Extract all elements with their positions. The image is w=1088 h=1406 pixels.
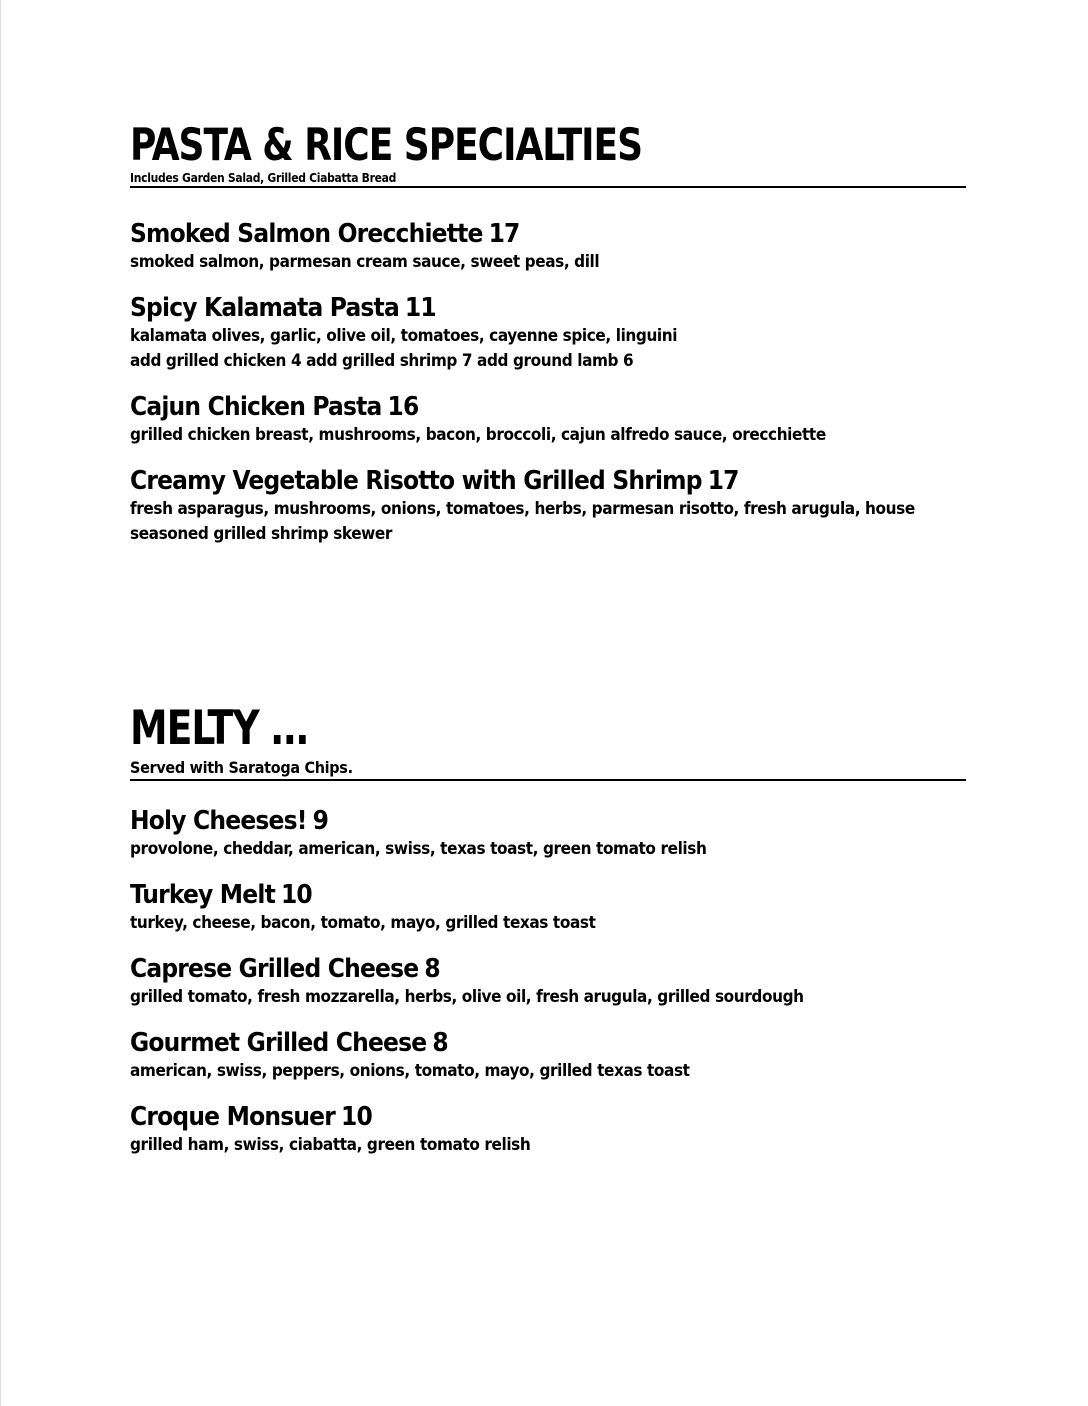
menu-item	[130, 805, 966, 862]
section-divider	[130, 779, 966, 781]
menu-item-price: 8	[432, 1028, 448, 1058]
menu-item-name: Spicy Kalamata Pasta	[130, 293, 399, 323]
menu-item-price: 10	[341, 1102, 372, 1132]
menu-item-name: Smoked Salmon Orecchiette	[130, 219, 483, 249]
menu-item-title	[130, 218, 966, 250]
menu-item-title	[130, 465, 966, 497]
menu-item-list	[130, 218, 966, 547]
menu-item	[130, 218, 966, 275]
menu-item-price: 9	[312, 806, 329, 836]
menu-item-description: fresh asparagus, mushrooms, onions, tomatoes, herbs, parmesan risotto, fresh arugula, house seasoned grilled shrimp skewer	[130, 499, 915, 544]
menu-item	[130, 465, 966, 547]
menu-item-title	[130, 292, 966, 324]
menu-item	[130, 1101, 966, 1158]
menu-item-addons: add grilled chicken 4 add grilled shrimp 7 add ground lamb 6	[130, 351, 634, 371]
section-title: PASTA & RICE SPECIALTIES	[130, 119, 643, 172]
pasta-section	[130, 119, 966, 564]
menu-item-name: Holy Cheeses!	[130, 806, 307, 836]
menu-item-description: turkey, cheese, bacon, tomato, mayo, grilled texas toast	[130, 913, 596, 933]
menu-item-list	[130, 805, 966, 1158]
menu-item-price: 11	[404, 293, 436, 323]
menu-item	[130, 292, 966, 374]
menu-item-title	[130, 805, 966, 837]
menu-item-price: 17	[488, 219, 520, 249]
menu-item-title	[130, 953, 966, 985]
melty-section	[130, 700, 966, 1175]
menu-item-title	[130, 391, 966, 423]
page-edge	[0, 0, 1, 1406]
menu-item	[130, 391, 966, 448]
menu-item-description: grilled chicken breast, mushrooms, bacon, broccoli, cajun alfredo sauce, orecchiette	[130, 425, 826, 445]
menu-item-name: Gourmet Grilled Cheese	[130, 1028, 427, 1058]
section-subtitle: Includes Garden Salad, Grilled Ciabatta Bread	[130, 171, 397, 185]
menu-item	[130, 879, 966, 936]
menu-item-price: 17	[707, 466, 739, 496]
menu-item-title	[130, 1101, 966, 1133]
menu-item-name: Croque Monsuer	[130, 1102, 335, 1132]
section-divider	[130, 186, 966, 188]
menu-item-description: kalamata olives, garlic, olive oil, tomatoes, cayenne spice, linguini	[130, 326, 678, 346]
menu-item-title	[130, 879, 966, 911]
menu-item-description: smoked salmon, parmesan cream sauce, sweet peas, dill	[130, 252, 600, 272]
section-subtitle: Served with Saratoga Chips.	[130, 758, 353, 777]
menu-item-price: 10	[280, 880, 312, 910]
menu-item	[130, 953, 966, 1010]
menu-item-description: grilled ham, swiss, ciabatta, green tomato relish	[130, 1135, 531, 1155]
menu-item-name: Cajun Chicken Pasta	[130, 392, 382, 422]
menu-item-name: Turkey Melt	[130, 880, 275, 910]
menu-item-name: Creamy Vegetable Risotto with Grilled Shrimp	[130, 466, 702, 496]
menu-item-price: 16	[387, 392, 419, 422]
menu-item-name: Caprese Grilled Cheese	[130, 954, 419, 984]
section-title: MELTY …	[130, 700, 308, 756]
menu-item-price: 8	[424, 954, 440, 984]
menu-item-title	[130, 1027, 966, 1059]
menu-item-description: provolone, cheddar, american, swiss, texas toast, green tomato relish	[130, 839, 707, 859]
menu-item	[130, 1027, 966, 1084]
menu-item-description: grilled tomato, fresh mozzarella, herbs, olive oil, fresh arugula, grilled sourdough	[130, 987, 804, 1007]
menu-item-description: american, swiss, peppers, onions, tomato, mayo, grilled texas toast	[130, 1061, 690, 1081]
